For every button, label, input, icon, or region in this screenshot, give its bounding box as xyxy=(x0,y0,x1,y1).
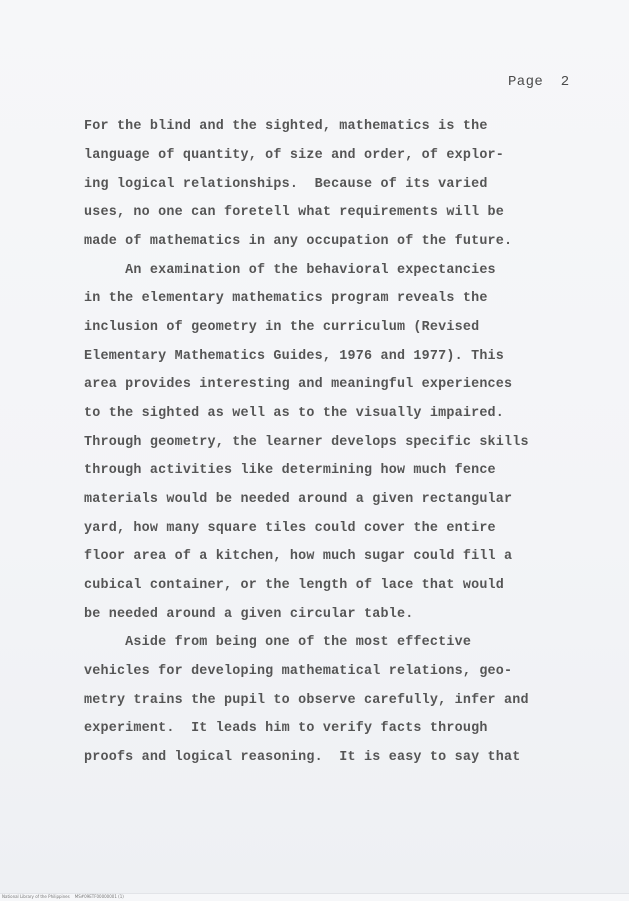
text-line-9: Elementary Mathematics Guides, 1976 and 1977). This xyxy=(84,349,505,364)
text-line-11: to the sighted as well as to the visually impaired. xyxy=(84,406,505,421)
text-line-14: materials would be needed around a given rectangular xyxy=(84,492,513,507)
text-line-5: made of mathematics in any occupation of the future. xyxy=(84,234,513,249)
text-line-18: be needed around a given circular table. xyxy=(84,607,414,622)
text-line-19: Aside from being one of the most effective xyxy=(84,635,472,650)
text-line-8: inclusion of geometry in the curriculum (Revised xyxy=(84,320,480,335)
text-line-20: vehicles for developing mathematical relations, geo- xyxy=(84,664,513,679)
text-line-23: proofs and logical reasoning. It is easy to say that xyxy=(84,750,521,765)
text-line-17: cubical container, or the length of lace that would xyxy=(84,578,505,593)
text-line-12: Through geometry, the learner develops specific skills xyxy=(84,435,529,450)
text-line-21: metry trains the pupil to observe carefully, infer and xyxy=(84,693,529,708)
text-line-15: yard, how many square tiles could cover the entire xyxy=(84,521,496,536)
page-number: Page 2 xyxy=(508,74,570,90)
text-line-3: ing logical relationships. Because of its varied xyxy=(84,177,488,192)
text-line-7: in the elementary mathematics program reveals the xyxy=(84,291,488,306)
footer-credit: National Library of the Philippines MS#09ETF00000001 (1) xyxy=(2,894,124,899)
text-line-22: experiment. It leads him to verify facts through xyxy=(84,721,488,736)
text-line-4: uses, no one can foretell what requirements will be xyxy=(84,205,505,220)
text-line-13: through activities like determining how much fence xyxy=(84,463,496,478)
text-line-1: For the blind and the sighted, mathematics is the xyxy=(84,119,488,134)
text-line-16: floor area of a kitchen, how much sugar could fill a xyxy=(84,549,513,564)
text-line-6: An examination of the behavioral expectancies xyxy=(84,263,496,278)
text-line-2: language of quantity, of size and order, of explor- xyxy=(84,148,505,163)
text-line-10: area provides interesting and meaningful experiences xyxy=(84,377,513,392)
